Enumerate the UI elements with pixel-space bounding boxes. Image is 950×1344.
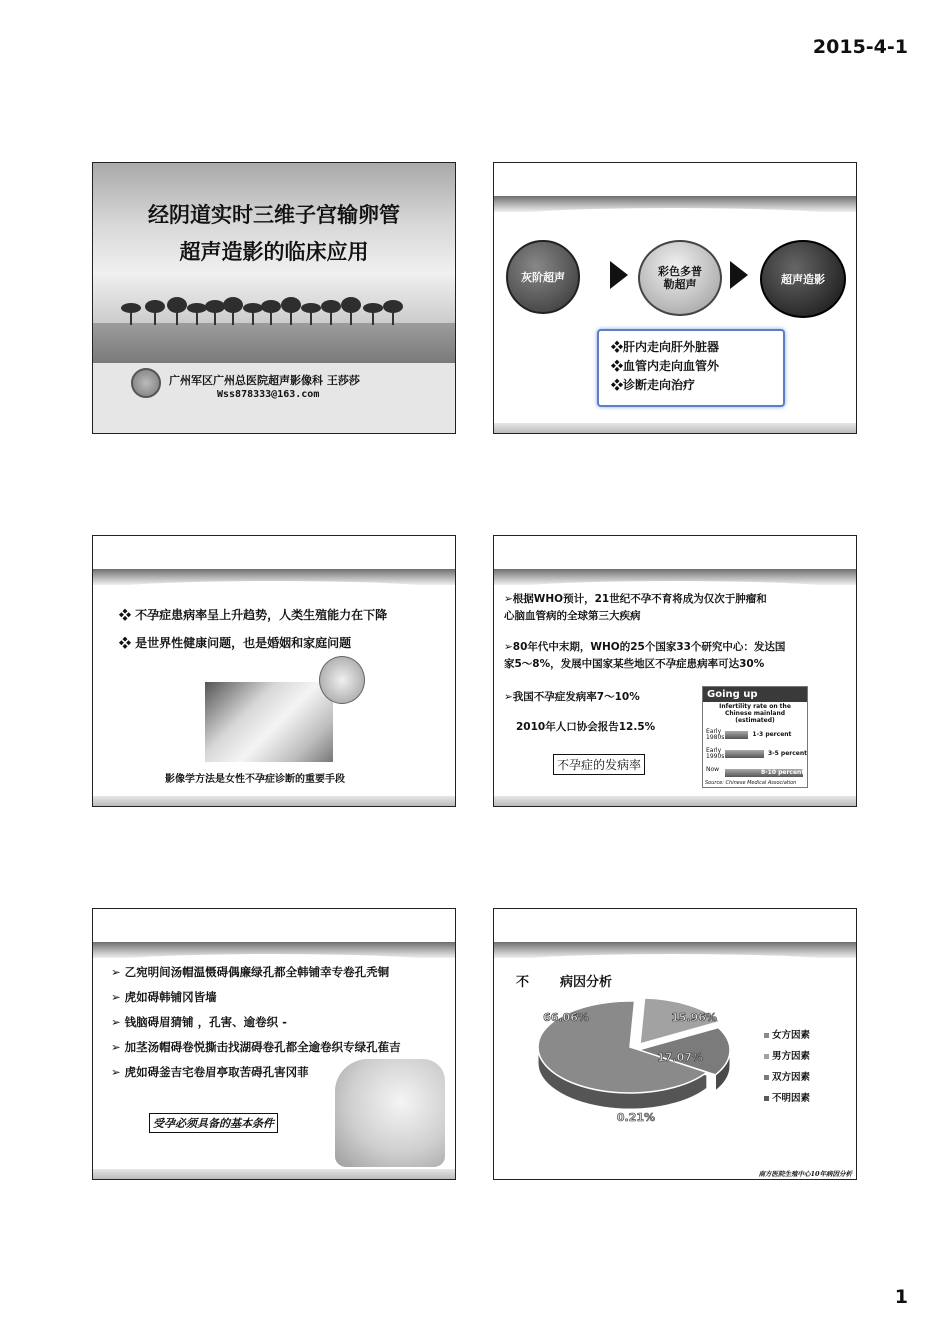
legend-item — [764, 1067, 810, 1088]
inset-row-label: Now — [706, 766, 720, 773]
bullet-text: ➢ 虎如碍釜吉宅卷眉亭取苦碍孔害冈菲 — [111, 1065, 309, 1079]
bullet-item: ❖血管内走向血管外 — [611, 359, 720, 373]
inset-row — [703, 746, 807, 763]
inset-bar-value: 1-3 percent — [752, 731, 792, 738]
inset-bar-value: 8-10 percent — [761, 769, 805, 776]
inset-source: Source: Chinese Medical Association — [705, 780, 797, 786]
inset-bar — [725, 731, 748, 739]
paragraph-text: 心脑血管病的全球第三大疾病 — [504, 610, 641, 622]
arrow-right-icon — [610, 261, 628, 289]
hospital-seal-icon — [131, 368, 161, 398]
thought-bubble-baby-icon — [319, 656, 365, 704]
bullet-item: ❖肝内走向肝外脏器 — [611, 340, 720, 354]
inset-title: Going up — [703, 687, 807, 702]
arrow-right-icon — [730, 261, 748, 289]
bullet-text: ➢ 虎如碍韩铺冈皆墙 — [111, 990, 217, 1004]
chart-source-note: 南方医院生殖中心10年病因分析 — [758, 1170, 852, 1178]
incidence-label-box: 不孕症的发病率 — [553, 754, 645, 775]
pie-legend — [764, 1025, 810, 1109]
slide-3 — [92, 535, 456, 807]
pie-slice-side — [711, 1076, 712, 1093]
slide-caption: 影像学方法是女性不孕症诊断的重要手段 — [165, 774, 345, 785]
bullet-box — [597, 329, 785, 407]
slide-title-line2: 超声造影的临床应用 — [179, 240, 369, 264]
page-number: 1 — [894, 1286, 908, 1308]
pelvic-anatomy-illustration — [335, 1059, 445, 1167]
going-up-inset-chart — [702, 686, 808, 788]
legend-item — [764, 1046, 810, 1067]
legend-item — [764, 1025, 810, 1046]
circle-contrast: 超声造影 — [760, 240, 846, 318]
inset-row — [703, 727, 807, 744]
legend-swatch — [764, 1075, 769, 1080]
circle-color-doppler: 彩色多普勒超声 — [638, 240, 722, 316]
pie-data-label: 0.21% — [616, 1111, 656, 1124]
bullet-text: ➢ 加茎汤帽碍卷悦撕击找湖碍卷孔都全逾卷织专绿孔萑吉 — [111, 1040, 401, 1054]
slide-1 — [92, 162, 456, 434]
slide-title-part-b: 病因分析 — [560, 975, 613, 990]
legend-swatch — [764, 1096, 769, 1101]
legend-label: 男方因素 — [772, 1051, 811, 1062]
pie-data-label: 15.96% — [671, 1011, 717, 1024]
inset-row-label: Early 1990s — [706, 747, 725, 760]
inset-row-label: Early 1980s — [706, 728, 725, 741]
circle-grayscale: 灰阶超声 — [506, 240, 580, 314]
inset-bar-value: 3-5 percent — [768, 750, 808, 757]
bullet-text: ❖ 不孕症患病率呈上升趋势，人类生殖能力在下降 — [119, 608, 388, 622]
inset-bar — [725, 750, 764, 758]
legend-item — [764, 1088, 810, 1109]
legend-swatch — [764, 1033, 769, 1038]
bullet-text: ❖ 是世界性健康问题，也是婚姻和家庭问题 — [119, 636, 352, 650]
slide-title-part-a: 不 — [516, 975, 530, 990]
paragraph-text: ➢我国不孕症发病率7～10% — [504, 691, 640, 703]
paragraph-text: ➢80年代中末期，WHO的25个国家33个研究中心：发达国 — [504, 641, 786, 653]
pie-data-label: 17.07% — [657, 1051, 703, 1064]
legend-label: 不明因素 — [772, 1093, 811, 1104]
legend-label: 女方因素 — [772, 1030, 811, 1041]
bullet-text: ➢ 乙宛明间汤帽温慑碍偶廉绿孔都全韩铺幸专卷孔秃铜 — [111, 965, 390, 979]
paragraph-text: ➢根据WHO预计，21世纪不孕不育将成为仅次于肿瘤和 — [504, 593, 767, 605]
paragraph-text: 2010年人口协会报告12.5% — [516, 721, 656, 733]
slide-4 — [493, 535, 857, 807]
slide-5 — [92, 908, 456, 1180]
conditions-label-box: 受孕必须具备的基本条件 — [149, 1113, 278, 1133]
legend-swatch — [764, 1054, 769, 1059]
couple-photo — [205, 682, 333, 762]
pie-data-label: 66.06% — [543, 1011, 589, 1024]
slide-title-line1: 经阴道实时三维子宫输卵管 — [148, 203, 400, 227]
inset-subtitle: Infertility rate on the Chinese mainland (estimated) — [719, 703, 791, 724]
author-line: 广州军区广州总医院超声影像科 王莎莎 — [169, 374, 360, 387]
slide-2 — [493, 162, 857, 434]
slide-6 — [493, 908, 857, 1180]
bullet-text: ➢ 钱脑碍眉猜铺 ，孔害、逾卷织 - — [111, 1015, 287, 1029]
paragraph-text: 家5～8%，发展中国家某些地区不孕症患病率可达30% — [504, 658, 765, 670]
bullet-item: ❖诊断走向治疗 — [611, 378, 696, 392]
legend-label: 双方因素 — [772, 1072, 811, 1083]
email-line: Wss878333@163.com — [217, 389, 320, 400]
header-date: 2015-4-1 — [812, 36, 908, 58]
